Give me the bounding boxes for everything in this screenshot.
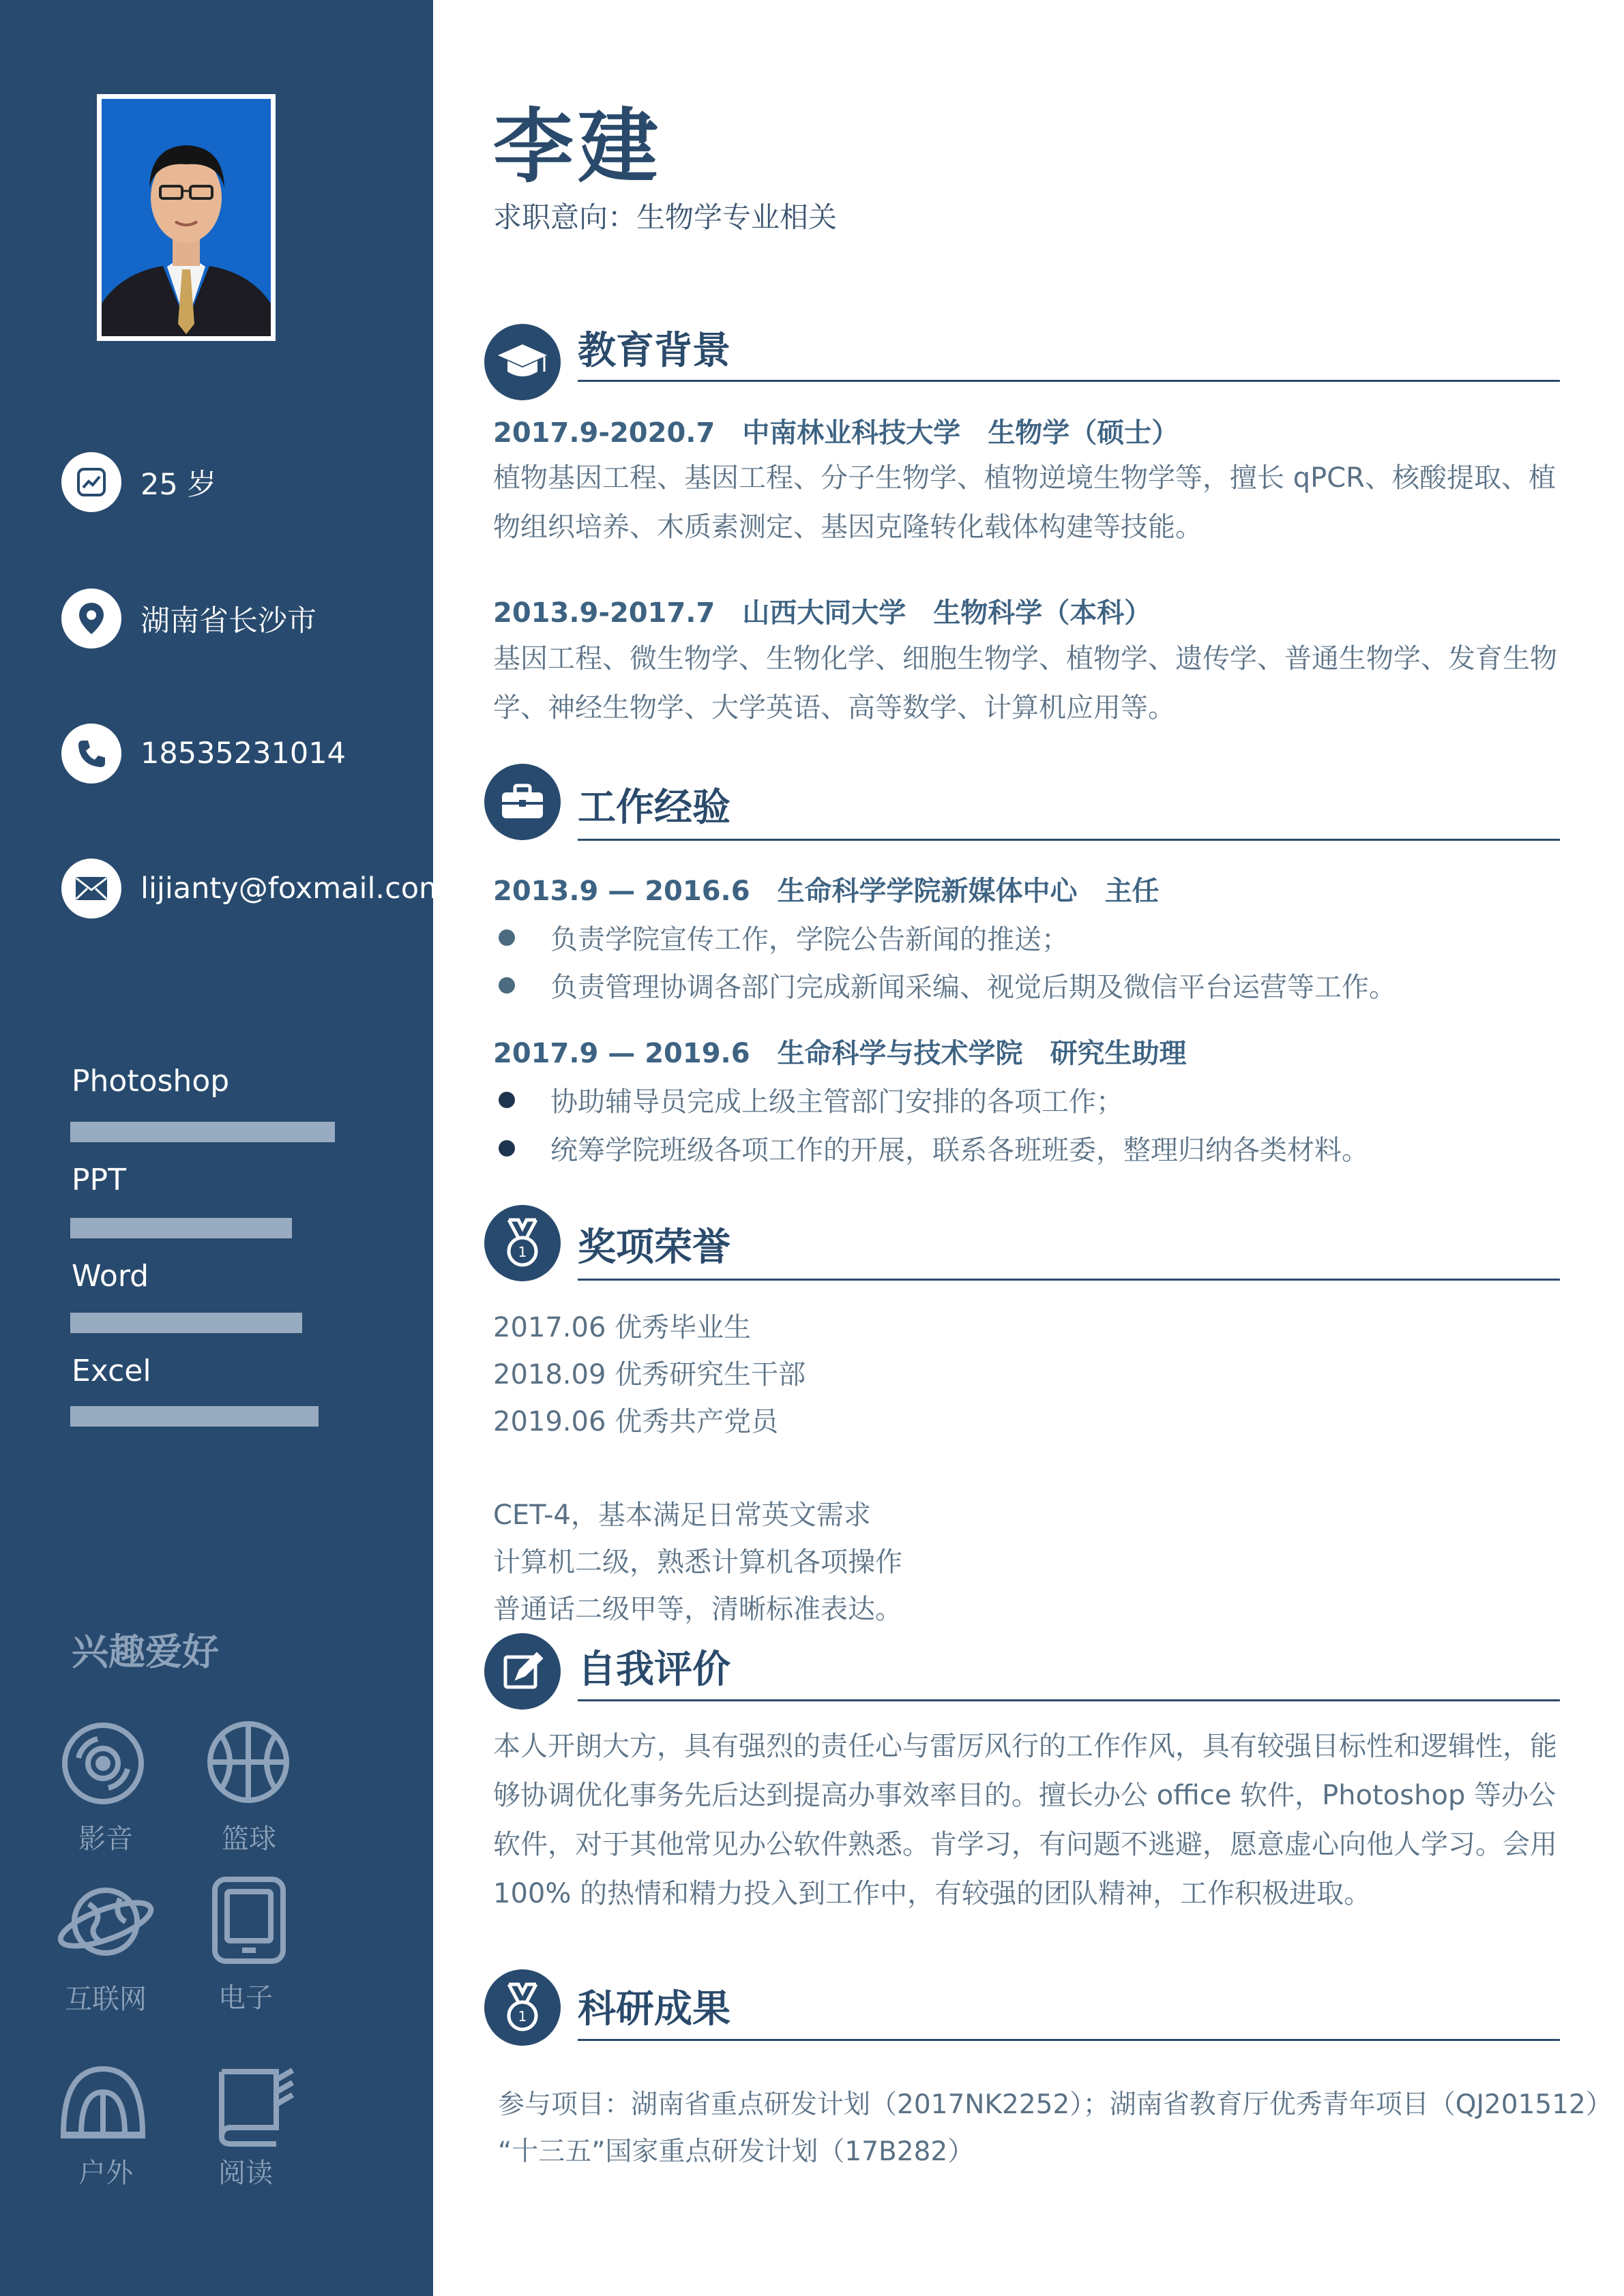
education-header	[493, 591, 1179, 630]
main-content	[433, 0, 1624, 2296]
work-period: 2017.9 — 2019.6	[493, 1038, 750, 1069]
edit-icon	[484, 1633, 561, 1710]
work-header	[493, 1032, 1214, 1071]
hobby-label: 户外	[78, 2158, 133, 2189]
skill-label: PPT	[72, 1163, 126, 1197]
hobby-label: 电子	[218, 1982, 273, 2014]
work-bullet-text: 负责学院宣传工作，学院公告新闻的推送；	[550, 924, 1069, 955]
work-role: 主任	[1104, 876, 1160, 907]
section-title-work: 工作经验	[578, 786, 730, 830]
graduation-cap-icon	[484, 324, 561, 400]
phone-row	[61, 723, 346, 784]
award-item: 2018.09 优秀研究生干部	[493, 1359, 806, 1390]
svg-text:1: 1	[518, 2008, 527, 2025]
basketball-icon	[203, 1717, 293, 1807]
work-bullet-text: 协助辅导员完成上级主管部门安排的各项工作；	[550, 1086, 1123, 1118]
disc-icon	[58, 1718, 148, 1808]
education-description: 基因工程、微生物学、生物化学、细胞生物学、植物学、遗传学、普通生物学、发育生物学、神经生物学、大学英语、高等数学、计算机应用等。	[493, 643, 1557, 724]
age-text: 25 岁	[141, 467, 217, 502]
sidebar	[0, 0, 447, 2296]
education-header	[493, 411, 1206, 450]
education-period: 2013.9-2017.7	[493, 597, 715, 629]
location-row	[61, 588, 316, 649]
medal-icon	[484, 1205, 561, 1281]
section-divider	[578, 839, 1560, 841]
globe-icon	[55, 1877, 145, 1967]
education-school: 山西大同大学	[742, 597, 906, 629]
work-bullet-text: 统筹学院班级各项工作的开展，联系各班班委，整理归纳各类材料。	[550, 1135, 1369, 1166]
self-eval-text: 本人开朗大方，具有强烈的责任心与雷厉风行的工作作风，具有较强目标性和逻辑性，能够协调优化事务先后达到提高办事效率目的。擅长办公 office 软件，Photoshop 等办公软件，对于其他常见办公软件熟悉。肯学习，有问题不逃避，愿意虚心向他人学习。会用 100% 的热情和精力投入到工作中，有较强的团队精神，工作积极进取。	[493, 1731, 1557, 1909]
email-text: lijianty@foxmail.com	[141, 871, 447, 906]
education-degree: 生物学（硕士）	[988, 417, 1179, 449]
briefcase-icon	[484, 764, 561, 840]
work-header	[493, 869, 1187, 908]
profile-photo	[97, 94, 276, 341]
award-item: 2017.06 优秀毕业生	[493, 1312, 752, 1343]
section-title-self-eval: 自我评价	[578, 1648, 730, 1692]
phone-icon	[61, 724, 121, 784]
section-divider	[578, 380, 1560, 382]
work-bullet	[493, 918, 1069, 957]
skill-bar-photoshop	[70, 1122, 335, 1142]
section-title-education: 教育背景	[578, 329, 730, 373]
hobby-label: 影音	[78, 1823, 133, 1855]
cert-item: 普通话二级甲等，清晰标准表达。	[493, 1594, 902, 1625]
work-bullet	[493, 1129, 1369, 1167]
bullet-dot	[499, 1092, 515, 1108]
section-divider	[578, 1699, 1560, 1701]
hobby-label: 互联网	[65, 1984, 147, 2015]
location-text: 湖南省长沙市	[141, 603, 316, 638]
skill-bar-ppt	[70, 1218, 292, 1238]
cert-item: CET-4，基本满足日常英文需求	[493, 1500, 871, 1531]
email-row	[61, 858, 447, 919]
tent-icon	[58, 2059, 148, 2149]
cert-item: 计算机二级，熟悉计算机各项操作	[493, 1547, 902, 1578]
svg-text:1: 1	[518, 1244, 527, 1260]
skill-label: Photoshop	[72, 1064, 230, 1099]
work-bullet	[493, 1080, 1123, 1119]
skill-bar-excel	[70, 1406, 319, 1427]
age-row	[61, 451, 216, 513]
skill-bar-word	[70, 1313, 302, 1333]
education-period: 2017.9-2020.7	[493, 417, 715, 449]
section-divider	[578, 2039, 1560, 2041]
work-org: 生命科学学院新媒体中心	[777, 876, 1078, 907]
research-text: 参与项目：湖南省重点研发计划（2017NK2252）；湖南省教育厅优秀青年项目（QJ201512）	[498, 2089, 1612, 2120]
location-pin-icon	[61, 588, 121, 648]
chart-icon	[61, 452, 121, 512]
research-text: “十三五”国家重点研发计划（17B282）	[498, 2136, 975, 2167]
bullet-dot	[499, 929, 515, 946]
work-period: 2013.9 — 2016.6	[493, 876, 750, 907]
section-title-research: 科研成果	[578, 1987, 730, 2031]
hobbies-title: 兴趣爱好	[72, 1630, 219, 1673]
section-divider	[578, 1279, 1560, 1281]
work-bullet-text: 负责管理协调各部门完成新闻采编、视觉后期及微信平台运营等工作。	[550, 972, 1396, 1003]
skill-label: Word	[72, 1259, 149, 1294]
award-item: 2019.06 优秀共产党员	[493, 1406, 779, 1437]
mail-icon	[61, 859, 121, 919]
job-intent: 求职意向：生物学专业相关	[493, 200, 838, 234]
skill-label: Excel	[72, 1354, 151, 1388]
hobby-label: 阅读	[218, 2158, 273, 2189]
bullet-dot	[499, 1140, 515, 1157]
hobby-label: 篮球	[222, 1823, 276, 1855]
bullet-dot	[499, 977, 515, 994]
phone-text: 18535231014	[141, 736, 346, 771]
candidate-name: 李建	[493, 100, 663, 194]
tablet-icon	[208, 1875, 298, 1965]
section-title-awards: 奖项荣誉	[578, 1225, 730, 1270]
work-bullet	[493, 966, 1396, 1004]
work-org: 生命科学与技术学院	[777, 1038, 1023, 1069]
education-school: 中南林业科技大学	[742, 417, 961, 449]
work-role: 研究生助理	[1050, 1038, 1187, 1069]
education-degree: 生物科学（本科）	[933, 597, 1152, 629]
medal-icon	[484, 1969, 561, 2046]
book-icon	[208, 2059, 298, 2149]
education-description: 植物基因工程、基因工程、分子生物学、植物逆境生物学等，擅长 qPCR、核酸提取、植物组织培养、木质素测定、基因克隆转化载体构建等技能。	[493, 462, 1556, 543]
